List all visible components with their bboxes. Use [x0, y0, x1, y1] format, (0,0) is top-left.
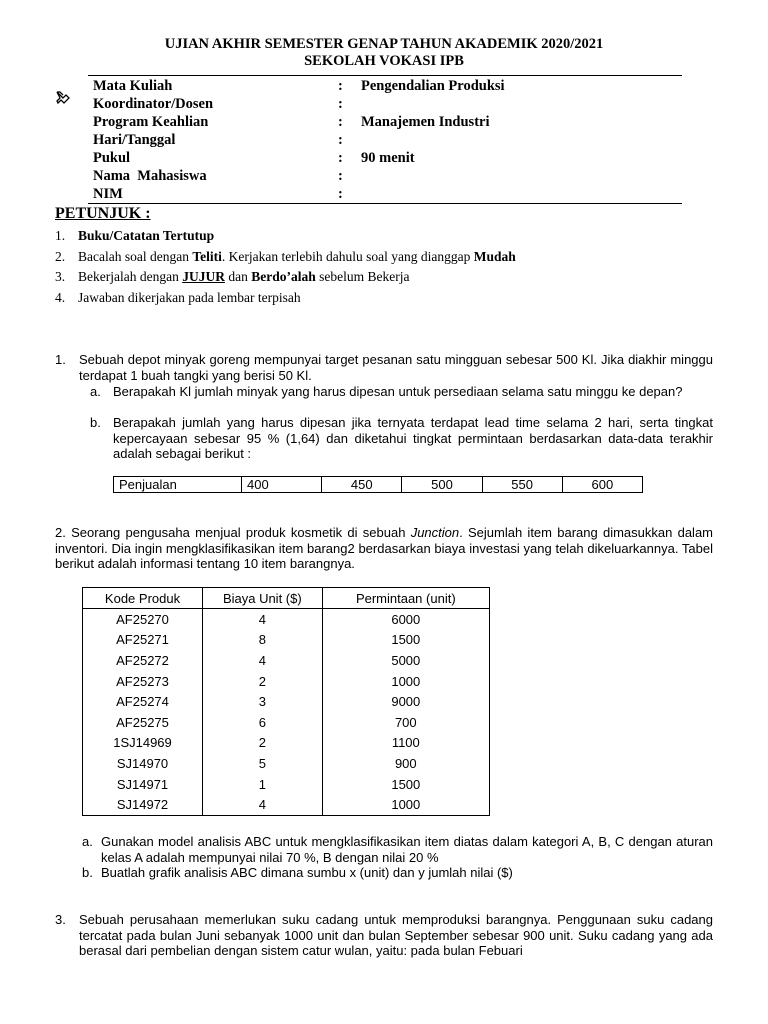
- table-cell: 5000: [322, 650, 489, 671]
- table-row: [83, 691, 490, 712]
- table-cell: AF25273: [83, 671, 203, 692]
- q1-sales-table: [113, 476, 643, 493]
- q1-number: 1.: [55, 352, 66, 367]
- q1-a-text: Berapakah Kl jumlah minyak yang harus dipesan untuk persediaan selama satu minggu ke depan?: [113, 384, 683, 399]
- table-row: [114, 477, 643, 493]
- table-cell: 1100: [322, 733, 489, 754]
- q2-a-label: a.: [82, 834, 93, 849]
- table-row: [83, 630, 490, 651]
- q1-b-label: b.: [90, 415, 101, 430]
- table-cell: 1500: [322, 630, 489, 651]
- table-cell: 4: [203, 650, 323, 671]
- table-cell: 2: [203, 671, 323, 692]
- exam-title: UJIAN AKHIR SEMESTER GENAP TAHUN AKADEMIK 2020/2021: [164, 36, 604, 52]
- q2-b-text: Buatlah grafik analisis ABC dimana sumbu x (unit) dan y jumlah nilai ($): [101, 865, 513, 880]
- table-header-row: [83, 588, 490, 609]
- table-cell: 500: [402, 477, 482, 493]
- table-cell: 700: [322, 712, 489, 733]
- q1-a-label: a.: [90, 384, 101, 399]
- table-cell: 8: [203, 630, 323, 651]
- instruction-item: 2. Bacalah soal dengan Teliti. Kerjakan terlebih dahulu soal yang dianggap Mudah: [55, 249, 516, 264]
- info-bottom-rule: [88, 203, 682, 204]
- table-cell: 450: [322, 477, 402, 493]
- table-cell: 1: [203, 774, 323, 795]
- table-cell: 4: [203, 609, 323, 630]
- q2-a-text: Gunakan model analisis ABC untuk mengklasifikasikan item diatas dalam kategori A, B, C dengan aturan kelas A adalah mempunyai nilai 70 %, B dengan nilai 20 %: [101, 834, 713, 865]
- table-row: [83, 753, 490, 774]
- table-cell: 400: [242, 477, 322, 493]
- table-cell: 1500: [322, 774, 489, 795]
- table-cell: AF25270: [83, 609, 203, 630]
- info-top-rule: [88, 75, 682, 76]
- pointing-hand-icon: [55, 89, 71, 105]
- q2-b-label: b.: [82, 865, 93, 880]
- table-cell: SJ14972: [83, 794, 203, 815]
- table-cell: 1000: [322, 794, 489, 815]
- table-cell: AF25272: [83, 650, 203, 671]
- column-header: Permintaan (unit): [322, 588, 489, 609]
- instruction-item: 4. Jawaban dikerjakan pada lembar terpisah: [55, 290, 301, 305]
- instruction-item: 1. Buku/Catatan Tertutup: [55, 228, 215, 243]
- table-cell: 900: [322, 753, 489, 774]
- table-cell: 1SJ14969: [83, 733, 203, 754]
- table-row: [83, 733, 490, 754]
- table-cell: 6000: [322, 609, 489, 630]
- table-cell: SJ14970: [83, 753, 203, 774]
- table-cell: 6: [203, 712, 323, 733]
- table-cell: 4: [203, 794, 323, 815]
- table-cell: 3: [203, 691, 323, 712]
- q1-b-text: Berapakah jumlah yang harus dipesan jika ternyata terdapat lead time selama 2 hari, serta tingkat kepercayaan sebesar 95 % (1,64) dan diketahui tingkat permintaan berdasarkan data-data terakhir adalah sebagai berikut :: [113, 415, 713, 461]
- q1-text: Sebuah depot minyak goreng mempunyai target pesanan satu mingguan sebesar 500 Kl. Jika diakhir minggu terdapat 1 buah tangki yang berisi 50 Kl.: [79, 352, 713, 383]
- instruction-item: 3. Bekerjalah dengan JUJUR dan Berdo’alah sebelum Bekerja: [55, 269, 410, 284]
- table-row: [83, 774, 490, 795]
- table-cell: Penjualan: [114, 477, 242, 493]
- table-row: [83, 671, 490, 692]
- q2-text: 2. Seorang pengusaha menjual produk kosmetik di sebuah Junction. Sejumlah item barang dimasukkan dalam inventori. Dia ingin mengklasifikasikan item barang2 berdasarkan biaya investasi yang telah dikeluarkannya. Tabel berikut adalah informasi tentang 10 item barangnya.: [55, 525, 714, 571]
- school-name: SEKOLAH VOKASI IPB: [304, 53, 464, 69]
- table-cell: AF25274: [83, 691, 203, 712]
- table-row: [83, 650, 490, 671]
- table-cell: AF25275: [83, 712, 203, 733]
- table-cell: 600: [562, 477, 642, 493]
- table-cell: AF25271: [83, 630, 203, 651]
- table-cell: 1000: [322, 671, 489, 692]
- q3-number: 3.: [55, 912, 66, 927]
- table-row: [83, 712, 490, 733]
- table-cell: 550: [482, 477, 562, 493]
- table-row: [83, 794, 490, 815]
- q3-text: Sebuah perusahaan memerlukan suku cadang untuk memproduksi barangnya. Penggunaan suku cadang tercatat pada bulan Juni sebanyak 1000 unit dan bulan September sebesar 900 unit. Suku cadang yang ada berasal dari pembelian dengan sistem catur wulan, yaitu: pada bulan Febuari: [79, 912, 713, 958]
- table-cell: 2: [203, 733, 323, 754]
- table-cell: 9000: [322, 691, 489, 712]
- table-cell: 5: [203, 753, 323, 774]
- column-header: Biaya Unit ($): [203, 588, 323, 609]
- table-row: [83, 609, 490, 630]
- table-cell: SJ14971: [83, 774, 203, 795]
- instructions-heading: PETUNJUK :: [55, 205, 151, 222]
- q2-items-table: [82, 587, 490, 816]
- column-header: Kode Produk: [83, 588, 203, 609]
